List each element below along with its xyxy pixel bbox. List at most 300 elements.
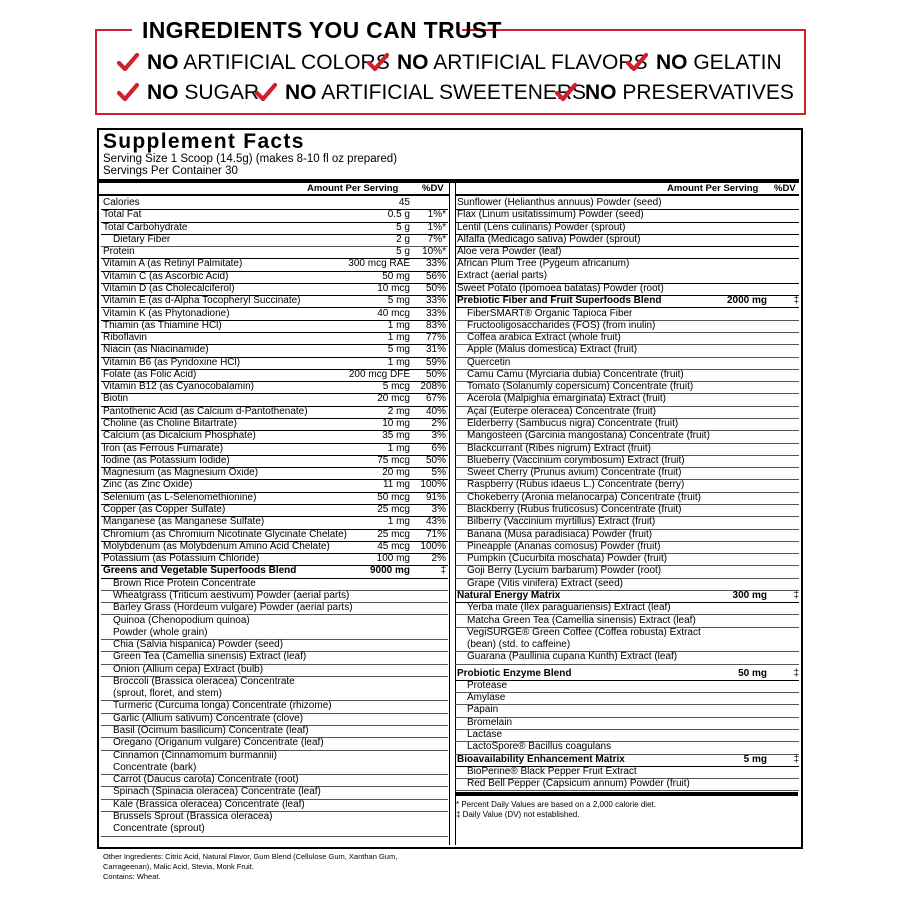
- nutrient-row: [455, 197, 799, 210]
- left-header-rule: [99, 194, 449, 196]
- ingredient-row: [101, 750, 448, 776]
- amount-per-serving: 50 mcg: [377, 491, 410, 503]
- daily-value: 83%: [425, 319, 446, 331]
- daily-value: 67%: [425, 393, 446, 405]
- checkmark-icon: [117, 81, 139, 103]
- ingredient-name: Green Tea (Camellia sinensis) Extract (leaf): [113, 651, 307, 663]
- other-ingredients-line-2: Carrageenan), Malic Acid, Stevia, Monk Fruit.: [103, 862, 254, 871]
- claim-item: [117, 80, 259, 106]
- ingredient-name: Choline (as Choline Bitartrate): [103, 418, 237, 430]
- ingredient-name: Chromium (as Chromium Nicotinate Glycinate Chelate): [103, 528, 347, 540]
- ingredient-name: Vitamin E (as d-Alpha Tocopheryl Succinate): [103, 295, 301, 307]
- ingredient-row: [455, 418, 799, 431]
- ingredient-name: Prebiotic Fiber and Fruit Superfoods Blend: [457, 295, 662, 307]
- nutrient-row: [101, 222, 448, 235]
- ingredient-name: Folate (as Folic Acid): [103, 368, 197, 380]
- ingredient-name: Lentil (Lens culinaris) Powder (sprout): [457, 221, 626, 233]
- ingredient-name: Potassium (as Potassium Chloride): [103, 553, 260, 565]
- ingredient-name: Brown Rice Protein Concentrate: [113, 577, 256, 589]
- nutrient-row: [101, 271, 448, 284]
- amount-per-serving: 5 mg: [387, 295, 410, 307]
- daily-value: ‡: [793, 295, 799, 307]
- ingredient-name: Red Bell Pepper (Capsicum annum) Powder (fruit): [467, 778, 690, 790]
- ingredient-name-cont: Extract (aerial parts): [457, 270, 548, 282]
- nutrient-row: [101, 369, 448, 382]
- ingredient-row: [101, 774, 448, 787]
- blend-row: [455, 590, 799, 603]
- daily-value: 50%: [425, 282, 446, 294]
- ingredient-name: Blackcurrant (Ribes nigrum) Extract (fruit): [467, 442, 651, 454]
- ingredient-row: [455, 615, 799, 628]
- amount-per-serving: 1 mg: [387, 319, 410, 331]
- ingredient-name: Goji Berry (Lycium barbarum) Powder (root): [467, 565, 662, 577]
- daily-value: 1%*: [427, 221, 446, 233]
- right-header-amount: Amount Per Serving: [667, 183, 759, 194]
- ingredient-name: Wheatgrass (Triticum aestivum) Powder (aerial parts): [113, 589, 350, 601]
- ingredient-name: Papain: [467, 704, 499, 716]
- amount-per-serving: 35 mg: [382, 430, 410, 442]
- ingredient-name: Vitamin D (as Cholecalciferol): [103, 282, 235, 294]
- ingredient-row: [455, 578, 799, 591]
- nutrient-row: [455, 234, 799, 247]
- claim-text: ARTIFICIAL COLORS: [183, 51, 390, 74]
- ingredient-name: Thiamin (as Thiamine HCl): [103, 319, 222, 331]
- ingredient-row: [455, 492, 799, 505]
- ingredient-name: Elderberry (Sambucus nigra) Concentrate (fruit): [467, 418, 679, 430]
- ingredient-name: Banana (Musa paradisiaca) Powder (fruit): [467, 528, 653, 540]
- ingredient-name: Mangosteen (Garcinia mangostana) Concentrate (fruit): [467, 430, 710, 442]
- nutrient-row: [101, 418, 448, 431]
- right-bottom-rule: [455, 792, 798, 796]
- ingredient-name: Pumpkin (Cucurbita moschata) Powder (fruit): [467, 553, 668, 565]
- ingredient-name: Probiotic Enzyme Blend: [457, 667, 572, 679]
- amount-per-serving: 45: [398, 197, 410, 208]
- ingredient-row: [455, 553, 799, 566]
- ingredient-row: [455, 443, 799, 456]
- ingredient-name: Açaí (Euterpe oleracea) Concentrate (fruit): [467, 405, 656, 417]
- ingredient-name: Oregano (Origanum vulgare) Concentrate (leaf): [113, 737, 324, 749]
- ingredient-name: Bromelain: [467, 716, 513, 728]
- ingredient-row: [455, 455, 799, 468]
- ingredient-name: Onion (Allium cepa) Extract (bulb): [113, 663, 264, 675]
- nutrient-row: [101, 283, 448, 296]
- nutrient-row: [101, 430, 448, 443]
- ingredient-row: [101, 615, 448, 641]
- ingredient-name: Kale (Brassica oleracea) Concentrate (leaf): [113, 798, 305, 810]
- daily-value: 100%: [420, 540, 446, 552]
- serving-size: Serving Size 1 Scoop (14.5g) (makes 8-10 fl oz prepared): [103, 153, 398, 165]
- ingredient-name: Pineapple (Ananas comosus) Powder (fruit): [467, 540, 661, 552]
- ingredient-name-cont: Powder (whole grain): [113, 626, 208, 638]
- amount-per-serving: 5 mg: [387, 344, 410, 356]
- ingredient-name: Matcha Green Tea (Camellia sinensis) Extract (leaf): [467, 614, 696, 626]
- claim-no: NO: [147, 51, 179, 74]
- ingredient-name: Spinach (Spinacia oleracea) Concentrate (leaf): [113, 786, 321, 798]
- nutrient-row: [455, 246, 799, 259]
- nutrient-row: [101, 541, 448, 554]
- amount-per-serving: 75 mcg: [377, 454, 410, 466]
- amount-per-serving: 50 mg: [382, 270, 410, 282]
- daily-value: 2%: [431, 553, 446, 565]
- amount-per-serving: 5 mg: [743, 753, 767, 765]
- daily-value: 7%*: [427, 233, 446, 245]
- amount-per-serving: 100 mg: [376, 553, 410, 565]
- ingredient-name: Chokeberry (Aronia melanocarpa) Concentrate (fruit): [467, 491, 701, 503]
- daily-value: 71%: [425, 528, 446, 540]
- claim-text: PRESERVATIVES: [622, 81, 794, 104]
- nutrient-row: [101, 332, 448, 345]
- other-ingredients-line-1: Other Ingredients: Citric Acid, Natural Flavor, Gum Blend (Cellulose Gum, Xanthan Gum,: [103, 852, 398, 861]
- ingredient-name: Biotin: [103, 393, 129, 405]
- ingredient-name: Magnesium (as Magnesium Oxide): [103, 467, 259, 479]
- ingredient-name: Quercetin: [467, 356, 511, 368]
- claim-text: ARTIFICIAL FLAVORS: [433, 51, 648, 74]
- ingredient-name: Niacin (as Niacinamide): [103, 344, 209, 356]
- daily-value: 33%: [425, 307, 446, 319]
- ingredient-row: [101, 590, 448, 603]
- ingredient-name: Garlic (Allium sativum) Concentrate (clove): [113, 712, 304, 724]
- daily-value: 59%: [425, 356, 446, 368]
- ingredient-name: Calcium (as Dicalcium Phosphate): [103, 430, 256, 442]
- ingredient-row: [101, 725, 448, 738]
- ingredient-name: Apple (Malus domestica) Extract (fruit): [467, 344, 638, 356]
- ingredient-row: [455, 602, 799, 615]
- amount-per-serving: 1 mg: [387, 356, 410, 368]
- servings-per-container: Servings Per Container 30: [103, 165, 238, 177]
- amount-per-serving: 20 mcg: [377, 393, 410, 405]
- ingredient-name: Blackberry (Rubus fruticosus) Concentrate (fruit): [467, 504, 682, 515]
- nutrient-row: [101, 393, 448, 406]
- ingredient-row: [455, 529, 799, 542]
- nutrient-row: [101, 479, 448, 492]
- nutrient-row: [101, 443, 448, 456]
- amount-per-serving: 300 mg: [732, 589, 767, 601]
- ingredient-row: [455, 320, 799, 333]
- ingredient-name: Bilberry (Vaccinium myrtillus) Extract (fruit): [467, 516, 656, 528]
- ingredient-name: Chia (Salvia hispanica) Powder (seed): [113, 639, 284, 651]
- amount-per-serving: 2 g: [396, 233, 410, 245]
- amount-per-serving: 10 mcg: [377, 282, 410, 294]
- ingredient-name: Dietary Fiber: [113, 233, 171, 245]
- blend-row: [455, 295, 799, 308]
- nutrient-row: [101, 516, 448, 529]
- daily-value: 43%: [425, 516, 446, 528]
- amount-per-serving: 1 mg: [387, 332, 410, 344]
- daily-value: 31%: [425, 344, 446, 356]
- daily-value: 40%: [425, 405, 446, 417]
- footnote-calorie-diet: * Percent Daily Values are based on a 2,000 calorie diet.: [456, 800, 656, 809]
- amount-per-serving: 45 mcg: [377, 540, 410, 552]
- ingredient-name: Fructooligosaccharides (FOS) (from inulin): [467, 319, 656, 331]
- daily-value: 56%: [425, 270, 446, 282]
- claim-text: GELATIN: [693, 51, 782, 74]
- nutrient-row: [101, 197, 448, 210]
- ingredient-name: Basil (Ocimum basilicum) Concentrate (leaf): [113, 725, 309, 737]
- nutrient-row: [101, 246, 448, 259]
- ingredient-name: Turmeric (Curcuma longa) Concentrate (rhizome): [113, 700, 332, 712]
- nutrient-row: [101, 504, 448, 517]
- daily-value: 3%: [431, 504, 446, 515]
- amount-per-serving: 5 mcg: [382, 381, 410, 393]
- ingredient-name: Protein: [103, 246, 135, 258]
- nutrient-row: [101, 344, 448, 357]
- claim-text: ARTIFICIAL SWEETENERS: [321, 81, 587, 104]
- ingredient-name: BioPerine® Black Pepper Fruit Extract: [467, 765, 637, 777]
- checkmark-icon: [626, 51, 648, 73]
- nutrient-row: [455, 283, 799, 296]
- amount-per-serving: 200 mcg DFE: [348, 368, 410, 380]
- nutrient-row: [101, 308, 448, 321]
- ingredient-row: [101, 676, 448, 702]
- daily-value: 91%: [425, 491, 446, 503]
- amount-per-serving: 40 mcg: [377, 307, 410, 319]
- ingredient-row: [455, 704, 799, 717]
- ingredient-row: [455, 627, 799, 653]
- ingredient-row: [455, 357, 799, 370]
- checkmark-icon: [117, 51, 139, 73]
- ingredient-name: Barley Grass (Hordeum vulgare) Powder (aerial parts): [113, 602, 353, 614]
- ingredient-name: Yerba mate (Ilex paraguariensis) Extract (leaf): [467, 602, 671, 614]
- ingredient-name-cont: Concentrate (bark): [113, 761, 197, 773]
- amount-per-serving: 300 mcg RAE: [348, 258, 410, 270]
- ingredient-name: Raspberry (Rubus idaeus L.) Concentrate (berry): [467, 479, 685, 491]
- nutrient-row: [101, 209, 448, 222]
- nutrient-row: [101, 258, 448, 271]
- ingredient-row: [455, 565, 799, 578]
- ingredient-row: [455, 741, 799, 754]
- ingredient-name: Iodine (as Potassium Iodide): [103, 454, 230, 466]
- daily-value: 50%: [425, 368, 446, 380]
- ingredient-name: FiberSMART® Organic Tapioca Fiber: [467, 307, 633, 319]
- ingredient-name: Vitamin B6 (as Pyridoxine HCl): [103, 356, 241, 368]
- ingredient-name: Protease: [467, 679, 508, 691]
- ingredient-row: [455, 332, 799, 345]
- ingredient-name: Guarana (Paullinia cupana Kunth) Extract (leaf): [467, 651, 678, 663]
- checkmark-icon: [555, 81, 577, 103]
- daily-value: ‡: [793, 667, 799, 679]
- banner-top-border-right: [462, 29, 804, 31]
- amount-per-serving: 10 mg: [382, 418, 410, 430]
- amount-per-serving: 1 mg: [387, 442, 410, 454]
- ingredient-name: Natural Energy Matrix: [457, 589, 561, 601]
- checkmark-icon: [367, 51, 389, 73]
- ingredient-name: Lactase: [467, 729, 503, 741]
- claim-item: [117, 50, 390, 76]
- ingredient-row: [455, 516, 799, 529]
- amount-per-serving: 2000 mg: [726, 295, 767, 307]
- daily-value: 50%: [425, 454, 446, 466]
- banner-top-border-left: [95, 29, 132, 31]
- amount-per-serving: 11 mg: [382, 479, 410, 491]
- ingredient-name: Pantothenic Acid (as Calcium d-Pantothenate): [103, 405, 308, 417]
- ingredient-row: [455, 369, 799, 382]
- nutrient-row: [101, 492, 448, 505]
- ingredient-name: Total Carbohydrate: [103, 221, 188, 233]
- amount-per-serving: 50 mg: [738, 667, 767, 679]
- right-header-dv: %DV: [774, 183, 796, 194]
- ingredient-name: Vitamin B12 (as Cyanocobalamin): [103, 381, 255, 393]
- nutrient-row: [101, 455, 448, 468]
- ingredient-name: African Plum Tree (Pygeum africanum): [457, 258, 630, 270]
- daily-value: 6%: [431, 442, 446, 454]
- claim-item: [367, 50, 648, 76]
- nutrient-row: [455, 209, 799, 222]
- claim-no: NO: [585, 81, 617, 104]
- ingredient-name: Selenium (as L-Selenomethionine): [103, 491, 257, 503]
- amount-per-serving: 1 mg: [387, 516, 410, 528]
- ingredient-row: [455, 430, 799, 443]
- ingredient-row: [455, 692, 799, 705]
- blend-row: [455, 668, 799, 681]
- blend-row: [455, 754, 799, 767]
- ingredient-row: [455, 729, 799, 742]
- daily-value: 33%: [425, 258, 446, 270]
- nutrient-row: [101, 529, 448, 542]
- claim-text: SUGAR: [184, 81, 260, 104]
- ingredient-name: Vitamin A (as Retinyl Palmitate): [103, 258, 243, 270]
- daily-value: 208%: [420, 381, 446, 393]
- daily-value: ‡: [793, 589, 799, 601]
- ingredient-row: [455, 680, 799, 693]
- ingredient-name: Calories: [103, 197, 140, 208]
- claim-no: NO: [147, 81, 179, 104]
- ingredient-row: [455, 393, 799, 406]
- ingredient-name: Cinnamon (Cinnamomum burmannii): [113, 749, 277, 761]
- ingredient-name: VegiSURGE® Green Coffee (Coffea robusta) Extract: [467, 626, 701, 638]
- claim-item: [255, 80, 586, 106]
- nutrient-row: [101, 295, 448, 308]
- ingredient-name: Acerola (Malpighia emarginata) Extract (fruit): [467, 393, 666, 405]
- claim-item: [626, 50, 782, 76]
- ingredient-row: [455, 308, 799, 321]
- nutrient-row: [455, 258, 799, 284]
- banner-title: INGREDIENTS YOU CAN TRUST: [142, 17, 502, 43]
- nutrient-row: [101, 467, 448, 480]
- nutrient-row: [101, 320, 448, 333]
- daily-value: 3%: [431, 430, 446, 442]
- ingredient-row: [101, 602, 448, 615]
- ingredient-row: [455, 344, 799, 357]
- ingredient-row: [101, 234, 448, 247]
- ingredient-row: [455, 766, 799, 779]
- ingredient-row: [101, 811, 448, 837]
- claim-no: NO: [397, 51, 429, 74]
- ingredient-name: Greens and Vegetable Superfoods Blend: [103, 565, 297, 577]
- amount-per-serving: 0.5 g: [387, 209, 410, 221]
- nutrient-row: [101, 406, 448, 419]
- ingredient-row: [101, 578, 448, 591]
- ingredient-name: Copper (as Copper Sulfate): [103, 504, 226, 515]
- claim-no: NO: [285, 81, 317, 104]
- ingredient-row: [455, 381, 799, 394]
- ingredient-name: Camu Camu (Myrciaria dubia) Concentrate (fruit): [467, 368, 684, 380]
- ingredient-name: Riboflavin: [103, 332, 147, 344]
- right-header-rule: [455, 194, 799, 196]
- ingredient-row: [101, 799, 448, 812]
- left-header-dv: %DV: [422, 183, 444, 194]
- amount-per-serving: 25 mcg: [377, 504, 410, 515]
- ingredient-row: [101, 713, 448, 726]
- amount-per-serving: 25 mcg: [377, 528, 410, 540]
- ingredient-name-cont: Concentrate (sprout): [113, 823, 205, 834]
- ingredient-name: Flax (Linum usitatissimum) Powder (seed): [457, 209, 644, 221]
- ingredient-row: [101, 639, 448, 652]
- ingredient-name: Tomato (Solanumly copersicum) Concentrate (fruit): [467, 381, 694, 393]
- ingredient-row: [455, 717, 799, 730]
- nutrient-row: [455, 222, 799, 235]
- blend-row: [101, 565, 448, 578]
- nutrient-row: [101, 357, 448, 370]
- ingredient-row: [455, 406, 799, 419]
- amount-per-serving: 9000 mg: [369, 565, 410, 577]
- ingredient-name: Blueberry (Vaccinium corymbosum) Extract (fruit): [467, 454, 685, 466]
- ingredient-name: Bioavailability Enhancement Matrix: [457, 753, 625, 765]
- ingredient-row: [101, 700, 448, 713]
- daily-value: ‡: [440, 565, 446, 577]
- left-header-amount: Amount Per Serving: [307, 183, 399, 194]
- ingredient-name: Molybdenum (as Molybdenum Amino Acid Chelate): [103, 540, 330, 552]
- ingredient-name: Carrot (Daucus carota) Concentrate (root): [113, 774, 299, 786]
- daily-value: 2%: [431, 418, 446, 430]
- ingredient-row: [455, 479, 799, 492]
- daily-value: 1%*: [427, 209, 446, 221]
- ingredient-row: [101, 786, 448, 799]
- footnote-dv-not-established: ‡ Daily Value (DV) not established.: [456, 810, 580, 819]
- ingredient-name: Sunflower (Helianthus annuus) Powder (seed): [457, 197, 662, 208]
- ingredient-name: Amylase: [467, 692, 506, 704]
- daily-value: 77%: [425, 332, 446, 344]
- daily-value: ‡: [793, 753, 799, 765]
- daily-value: 33%: [425, 295, 446, 307]
- ingredient-row: [455, 651, 799, 664]
- supplement-facts-title: Supplement Facts: [103, 130, 305, 153]
- amount-per-serving: 5 g: [396, 246, 410, 258]
- ingredient-name: Aloe vera Powder (leaf): [457, 246, 562, 258]
- ingredient-name: Manganese (as Manganese Sulfate): [103, 516, 265, 528]
- checkmark-icon: [255, 81, 277, 103]
- ingredient-name: Coffea arabica Extract (whole fruit): [467, 332, 621, 344]
- ingredient-row: [455, 467, 799, 480]
- nutrient-row: [101, 381, 448, 394]
- ingredient-name: Iron (as Ferrous Fumarate): [103, 442, 224, 454]
- ingredient-name: Total Fat: [103, 209, 142, 221]
- daily-value: 10%*: [422, 246, 446, 258]
- ingredient-name: Vitamin C (as Ascorbic Acid): [103, 270, 229, 282]
- ingredient-name: Alfalfa (Medicago sativa) Powder (sprout): [457, 233, 641, 245]
- ingredient-name-cont: (sprout, floret, and stem): [113, 687, 222, 699]
- ingredient-row: [455, 778, 799, 791]
- claim-no: NO: [656, 51, 688, 74]
- daily-value: 5%: [431, 467, 446, 479]
- ingredient-name: Vitamin K (as Phytonadione): [103, 307, 230, 319]
- contains-allergen: Contains: Wheat.: [103, 872, 161, 881]
- ingredient-name: Sweet Cherry (Prunus avium) Concentrate (fruit): [467, 467, 682, 479]
- ingredient-name: Quinoa (Chenopodium quinoa): [113, 614, 250, 626]
- ingredient-row: [455, 541, 799, 554]
- nutrient-row: [101, 553, 448, 566]
- amount-per-serving: 5 g: [396, 221, 410, 233]
- ingredient-row: [101, 737, 448, 750]
- ingredient-name: Grape (Vitis vinifera) Extract (seed): [467, 577, 623, 589]
- ingredient-name: Zinc (as Zinc Oxide): [103, 479, 193, 491]
- ingredient-name: LactoSpore® Bacillus coagulans: [467, 741, 612, 753]
- daily-value: 100%: [420, 479, 446, 491]
- ingredient-row: [455, 504, 799, 517]
- ingredient-row: [101, 664, 448, 677]
- ingredient-row: [101, 651, 448, 664]
- ingredient-name: Broccoli (Brassica oleracea) Concentrate: [113, 675, 295, 687]
- amount-per-serving: 2 mg: [387, 405, 410, 417]
